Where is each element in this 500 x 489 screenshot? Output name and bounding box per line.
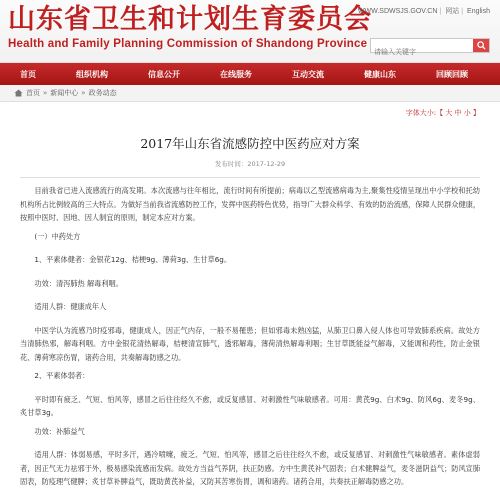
site-logo-chinese[interactable]: 山东省卫生和计划生育委员会	[8, 4, 372, 35]
nav-online-service[interactable]: 在线服务	[220, 69, 252, 79]
article-title: 2017年山东省流感防控中医药应对方案	[140, 136, 360, 151]
article-body	[20, 184, 480, 489]
prescription-2-description: 适用人群：体弱易感，平时多汗，遇冷喷嚏，疲乏、气短、怕风等，感冒之后往往经久不愈，或反复感冒、对刺激性气味敏感者。素体虚弱者，因正气无力祛邪于外，极易感染流感而发病。故处方当益气养阴，扶正防感。方中生黄芪补气固表；白术健脾益气，麦冬滋阴益气；防风宣肺固表，防疫理气健脾；炙甘草补脾益气，既助黄芪补益，又防其苦寒伤胃，调和诸药。诸药合用，共奏扶正解毒防感之功。	[20, 450, 481, 486]
breadcrumb-separator: »	[81, 89, 86, 97]
site-header	[0, 0, 500, 63]
site-url: WWW.SDWSJS.GOV.CN	[357, 8, 438, 15]
divider	[20, 177, 480, 178]
top-links: WWW.SDWSJS.GOV.CN | 网站 | English	[357, 8, 490, 15]
search-button[interactable]	[473, 39, 489, 52]
prescription-1-effect: 功效：清泻肺热 解毒利咽。	[34, 278, 123, 288]
breadcrumb-home[interactable]: 首页	[26, 89, 40, 97]
breadcrumb	[0, 85, 500, 102]
prescription-2-formula: 平时即有疲乏、气短、怕风等，感冒之后往往经久不愈，或反复感冒、对刺激性气味敏感者。可用：黄芪9g、白术9g、防风6g、麦冬9g、炙甘草3g。	[20, 394, 480, 417]
prescription-2-effect: 功效：补肺益气	[34, 426, 85, 436]
prescription-2: 2、平素体弱者：	[34, 371, 90, 380]
article-intro: 目前我省已进入流感流行的高发期。本次流感与往年相比，流行时间有所提前；病毒以乙型流感病毒为主,聚集性疫情呈现出中小学校和托幼机构所占比例较高的三大特点。为做好当前我省流感防控工作，发挥中医药特色优势，指导广大群众科学、有效的防治流感，保障人民群众健康，按照中医时、因地、因人制宜的原则，制定本应对方案。	[20, 186, 481, 222]
nav-interaction[interactable]: 互动交流	[292, 69, 324, 79]
prescription-1: 1、平素体健者：金银花12g、桔梗9g、薄荷3g、生甘草6g。	[34, 255, 232, 264]
mobile-link[interactable]: 网站	[445, 8, 460, 15]
breadcrumb-page[interactable]: 政务动态	[88, 89, 117, 97]
font-size-label[interactable]: 字体大小:【 大 中 小 】	[405, 109, 480, 117]
nav-info-public[interactable]: 信息公开	[148, 69, 180, 79]
prescription-1-target: 适用人群：健康成年人	[34, 302, 107, 311]
site-logo-english: Health and Family Planning Commission of Shandong Province	[8, 38, 368, 50]
font-size-control	[20, 102, 480, 120]
breadcrumb-separator: »	[43, 89, 48, 97]
breadcrumb-section[interactable]: 新闻中心	[50, 89, 79, 97]
main-nav	[0, 63, 500, 85]
search-box	[370, 38, 490, 53]
prescription-1-description: 中医学认为流感乃时疫邪毒，健康成人，因正气内存，一般不易罹患；但如邪毒未熟凶猛，从肺卫口鼻入侵人体也可导致肺系疾病。故处方当清肺热邪，解毒利咽。方中金银花清热解毒，桔梗清宣肺气，透邪解毒，薄荷清热解毒利咽；生甘草既能益气解毒，又能调和药性，防止金银花、薄荷寒凉伤胃，诸药合用，共奏解毒防感之功。	[20, 325, 480, 362]
search-input[interactable]	[371, 46, 472, 59]
publish-date: 发布时间：2017-12-29	[214, 160, 286, 168]
section-heading: (一）中药处方	[34, 231, 81, 241]
search-icon	[477, 41, 486, 50]
nav-organization[interactable]: 组织机构	[76, 69, 108, 79]
home-icon	[14, 89, 23, 97]
english-link[interactable]: English	[467, 8, 490, 15]
article-container	[0, 102, 500, 489]
nav-healthy-shandong[interactable]: 健康山东	[364, 69, 396, 79]
nav-home[interactable]: 首页	[20, 69, 36, 79]
nav-review[interactable]: 回顾回顾	[436, 69, 468, 79]
